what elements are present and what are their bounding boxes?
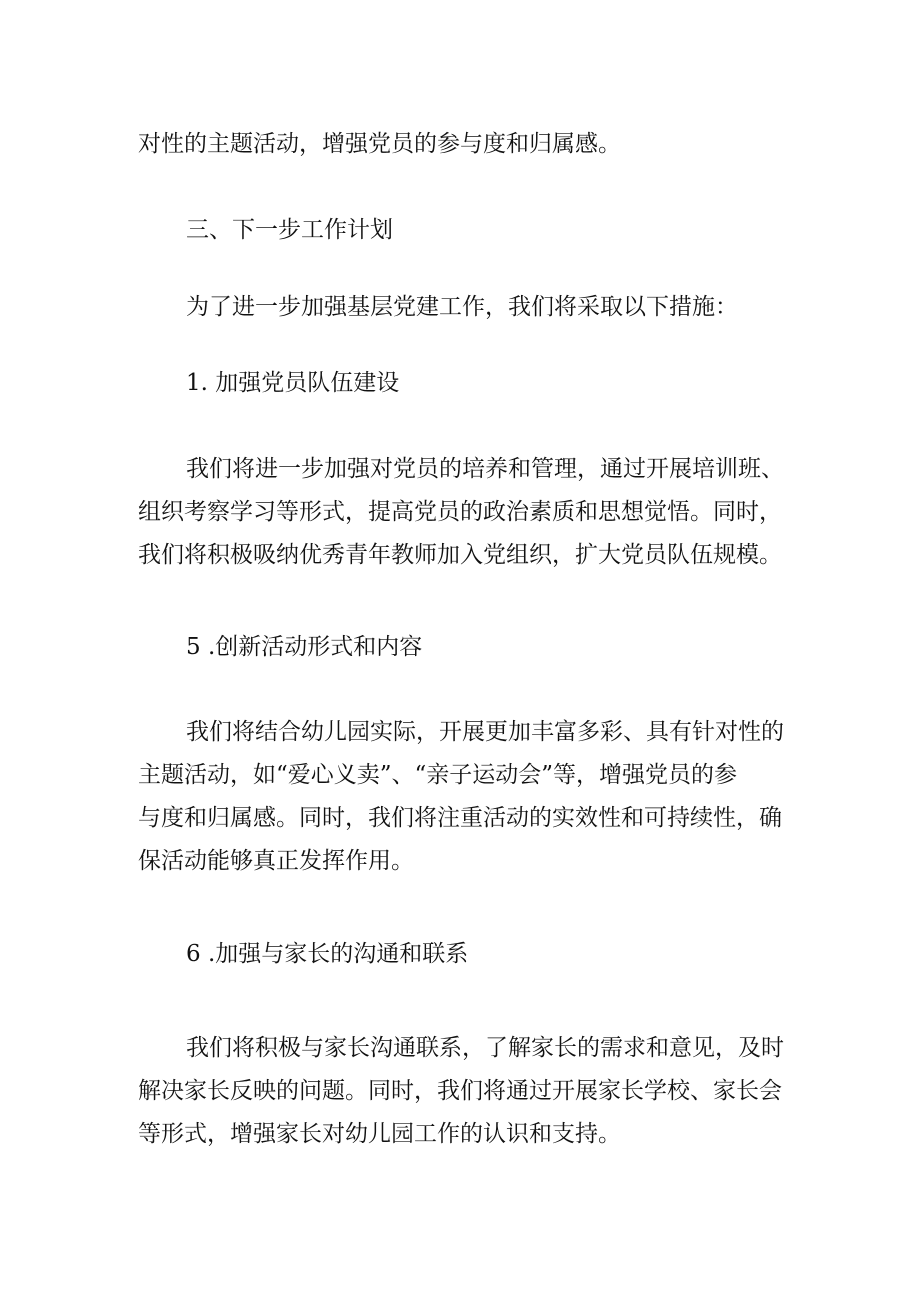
item-heading-6: 6 .加强与家长的沟通和联系	[186, 941, 469, 967]
item6-paragraph-line: 我们将积极与家长沟通联系，了解家长的需求和意见，及时	[186, 1035, 784, 1061]
item5-paragraph-line: 保活动能够真正发挥作用。	[138, 848, 414, 874]
item5-paragraph-line: 与度和归属感。同时，我们将注重活动的实效性和可持续性，确	[138, 805, 782, 831]
item-heading-5: 5 .创新活动形式和内容	[186, 634, 423, 660]
item5-paragraph-line: 主题活动，如“爱心义卖”、“亲子运动会”等，增强党员的参	[138, 762, 738, 788]
item5-paragraph-line: 我们将结合幼儿园实际，开展更加丰富多彩、具有针对性的	[186, 719, 784, 745]
intro-paragraph: 为了进一步加强基层党建工作，我们将采取以下措施：	[186, 294, 738, 320]
item-heading-1: 1. 加强党员队伍建设	[186, 370, 400, 396]
item6-paragraph-line: 解决家长反映的问题。同时，我们将通过开展家长学校、家长会	[138, 1078, 782, 1104]
item1-paragraph-line: 组织考察学习等形式，提高党员的政治素质和思想觉悟。同时，	[138, 499, 782, 525]
item6-paragraph-line: 等形式，增强家长对幼儿园工作的认识和支持。	[138, 1121, 621, 1147]
item1-paragraph-line: 我们将积极吸纳优秀青年教师加入党组织，扩大党员队伍规模。	[138, 542, 782, 568]
section-heading: 三、下一步工作计划	[186, 217, 393, 243]
paragraph-continuation-line: 对性的主题活动，增强党员的参与度和归属感。	[138, 131, 621, 157]
item1-paragraph-line: 我们将进一步加强对党员的培养和管理，通过开展培训班、	[186, 456, 784, 482]
